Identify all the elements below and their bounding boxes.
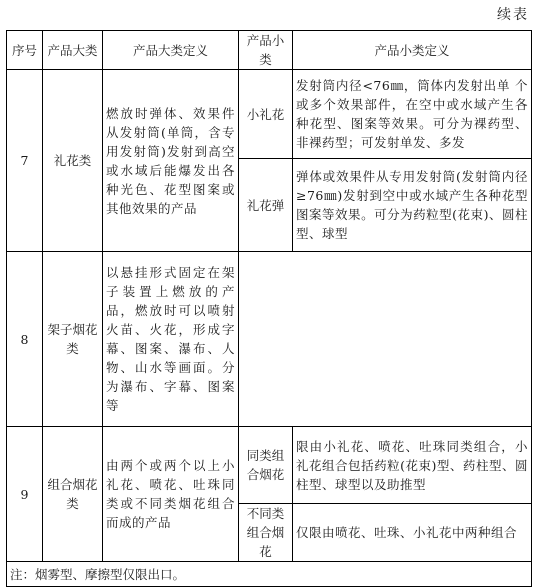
product-category-table [6, 30, 532, 587]
row-subcategory: 同类组合烟花 [239, 427, 293, 504]
row-category: 组合烟花类 [43, 427, 103, 562]
row-category-def: 以悬挂形式固定在架子装置上燃放的产品，燃放时可以喷射火苗、火花，形成字幕、图案、瀑布、人物、山水等画面。分为瀑布、字幕、图案等 [103, 252, 239, 427]
table-row [7, 252, 532, 427]
row-category-def: 燃放时弹体、效果件从发射筒(单筒，含专用发射筒)发射到高空或水域后能爆发出各种光色、花型图案或其他效果的产品 [103, 70, 239, 252]
row-subcategory-def: 仅限由喷花、吐珠、小礼花中两种组合 [293, 504, 532, 562]
row-subcategory: 小礼花 [239, 70, 293, 159]
row-subcategory-def: 限由小礼花、喷花、吐珠同类组合，小礼花组合包括药粒(花束)型、药柱型、圆柱型、球型以及助推型 [293, 427, 532, 504]
table-header-row [7, 31, 532, 70]
row-number: 9 [7, 427, 43, 562]
row-category: 架子烟花类 [43, 252, 103, 427]
row-empty-cell [239, 252, 532, 427]
row-subcategory: 礼花弹 [239, 159, 293, 252]
row-category-def: 由两个或两个以上小礼花、喷花、吐珠同类或不同类烟花组合而成的产品 [103, 427, 239, 562]
row-subcategory-def: 弹体或效果件从专用发射筒(发射筒内径≥76㎜)发射到空中或水域产生各种花型图案等效果。可分为药粒型(花束)、圆柱型、球型 [293, 159, 532, 252]
header-no: 序号 [7, 31, 43, 70]
table-note: 注：烟雾型、摩擦型仅限出口。 [7, 562, 532, 587]
table-row [7, 427, 532, 504]
header-category-def: 产品大类定义 [103, 31, 239, 70]
header-subcategory: 产品小类 [239, 31, 293, 70]
table-note-row [7, 562, 532, 587]
header-subcategory-def: 产品小类定义 [293, 31, 532, 70]
row-category: 礼花类 [43, 70, 103, 252]
continued-label: 续表 [497, 7, 529, 23]
row-number: 8 [7, 252, 43, 427]
header-category: 产品大类 [43, 31, 103, 70]
row-number: 7 [7, 70, 43, 252]
row-subcategory-def: 发射筒内径<76㎜，筒体内发射出单 个或多个效果部件，在空中或水域产生各种花型、图案等效果。可分为裸药型、非裸药型；可发射单发、多发 [293, 70, 532, 159]
row-subcategory: 不同类组合烟花 [239, 504, 293, 562]
table-row [7, 70, 532, 159]
